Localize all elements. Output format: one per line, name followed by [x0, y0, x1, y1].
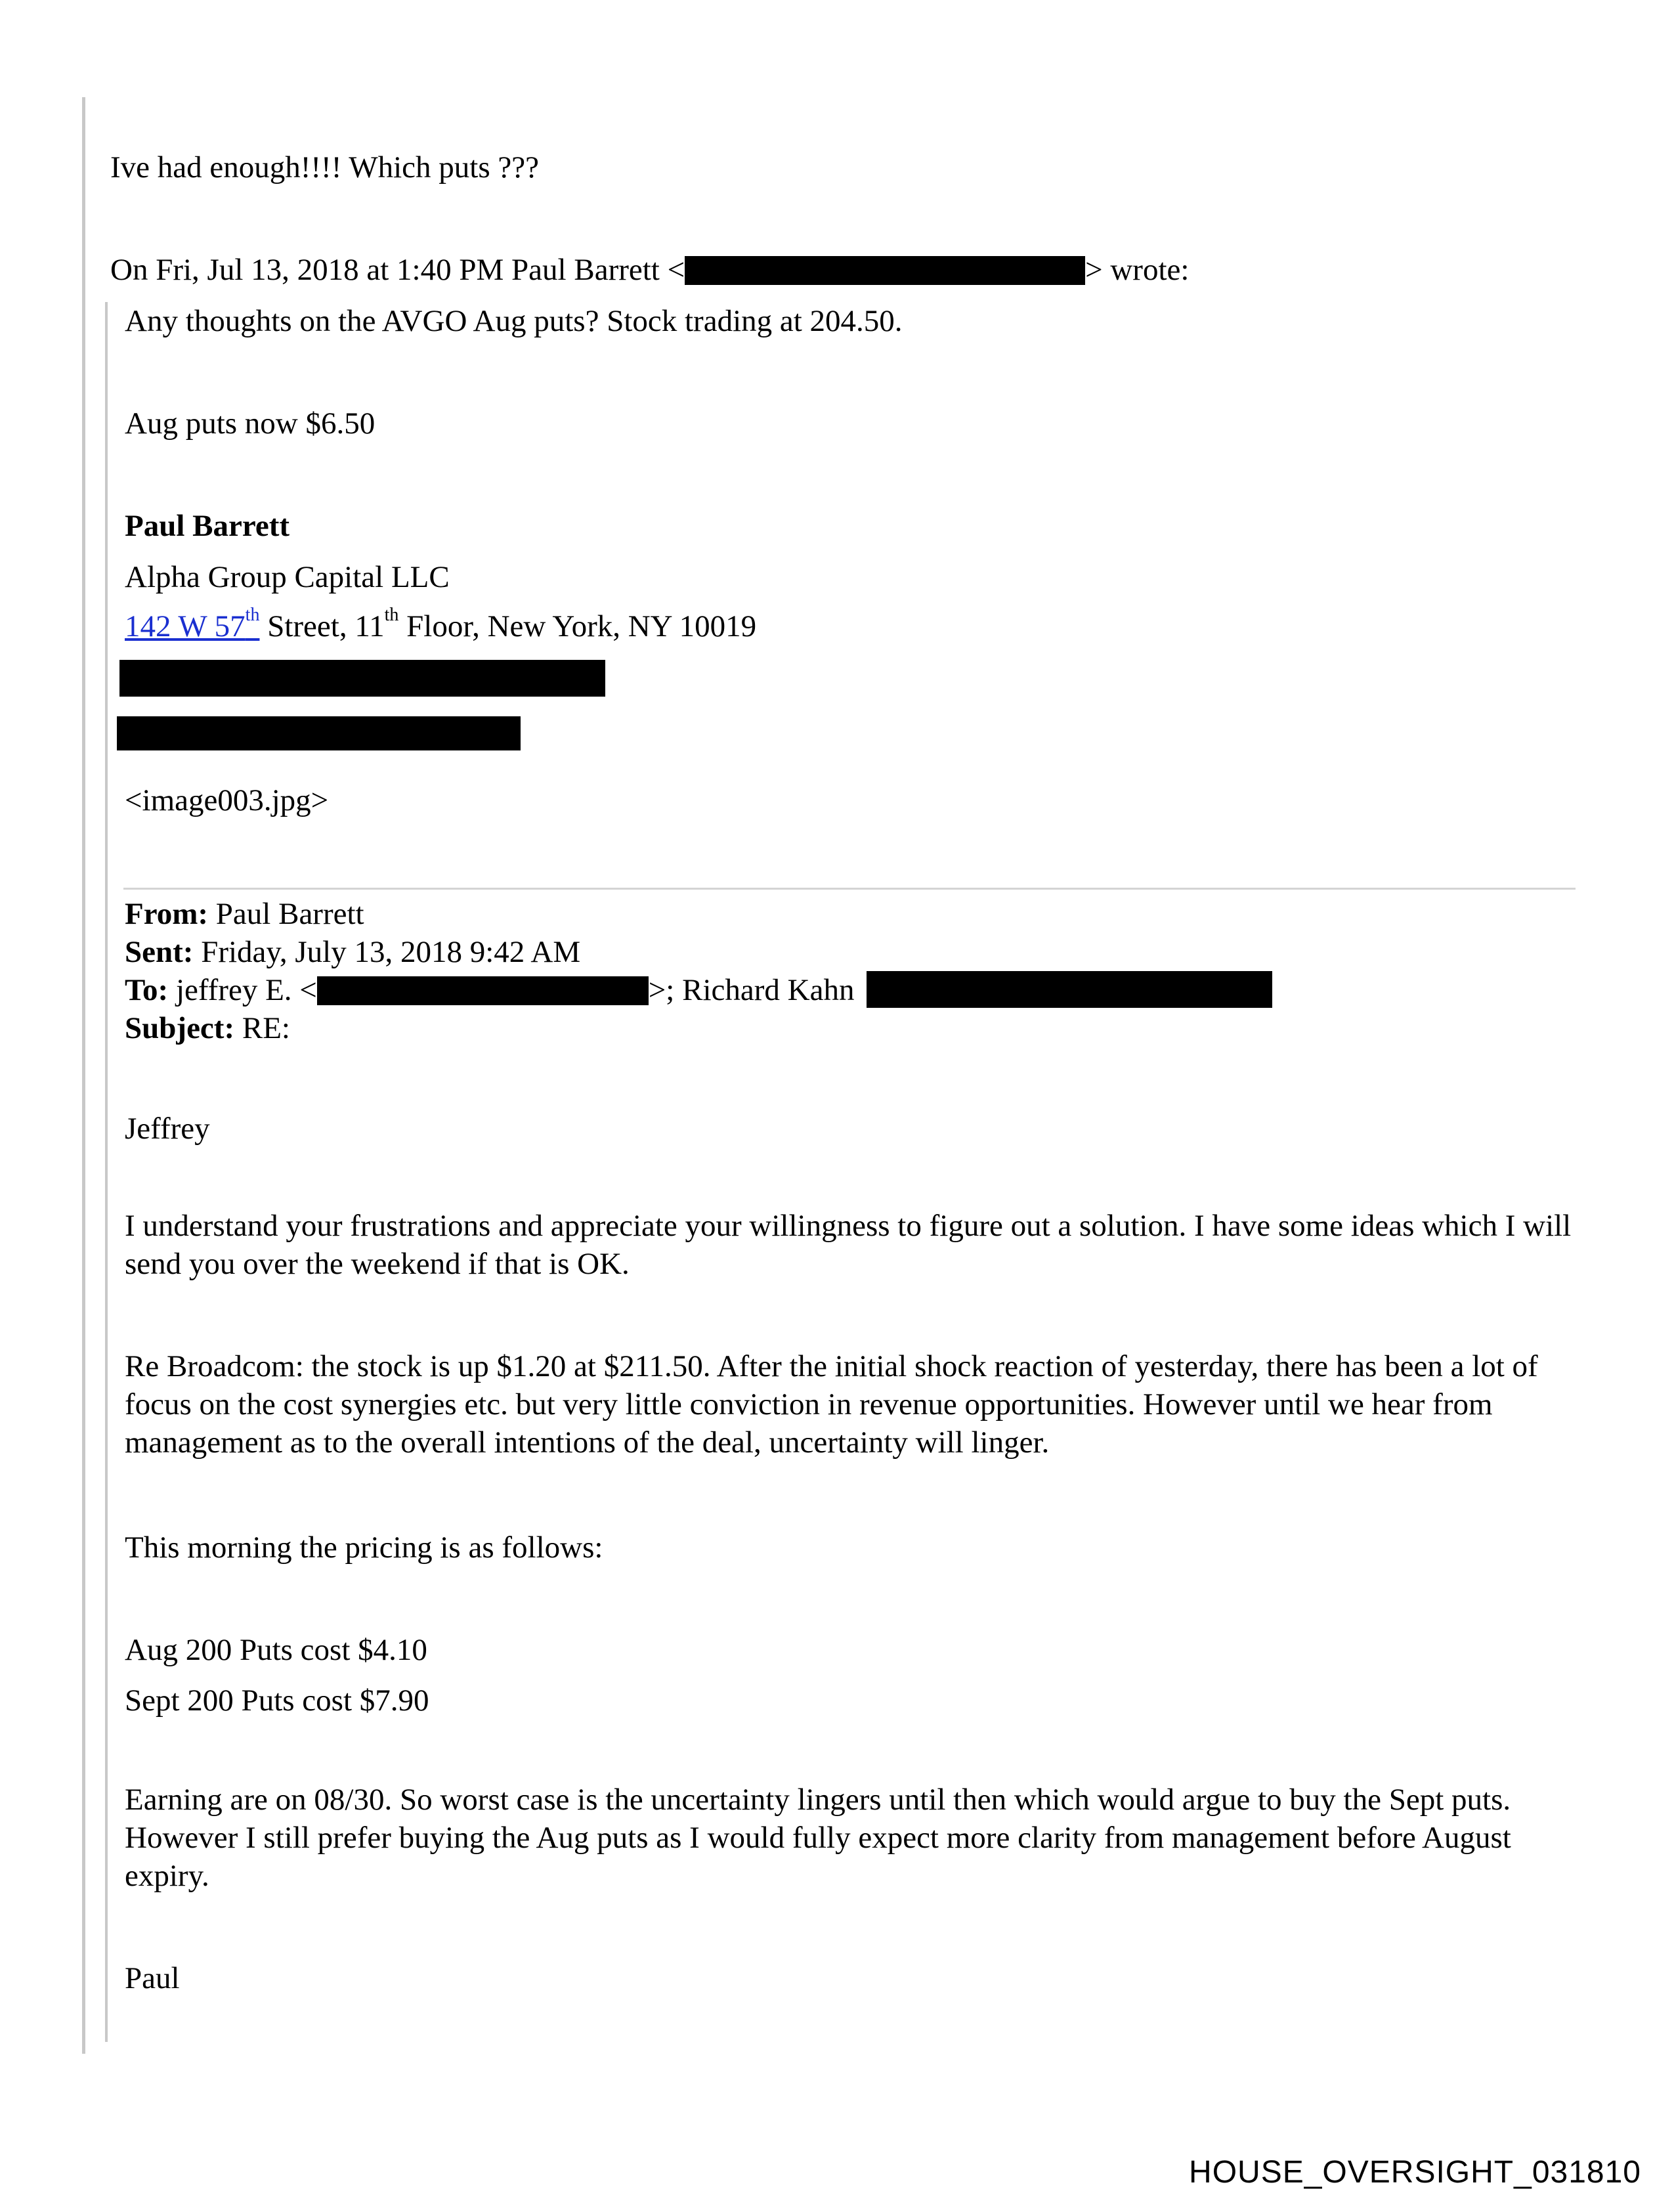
signoff: Paul	[125, 1961, 180, 1995]
quoted-line-2: Aug puts now $6.50	[125, 406, 376, 441]
greeting: Jeffrey	[125, 1112, 210, 1146]
redaction-box	[867, 971, 1272, 1008]
email-header-sent: Sent: Friday, July 13, 2018 9:42 AM	[125, 935, 581, 969]
body-paragraph-3: This morning the pricing is as follows:	[125, 1530, 603, 1565]
body-paragraph-1: I understand your frustrations and appreciate your willingness to figure out a solution. I have some ideas which I will send you over the weekend if that is OK.	[125, 1209, 1572, 1281]
signature-address: 142 W 57th Street, 11th Floor, New York, NY 10019	[125, 605, 757, 643]
header-divider	[123, 888, 1576, 890]
redaction-box	[119, 660, 605, 697]
sender-email-redacted[interactable]	[685, 256, 1085, 285]
body-paragraph-4: Earning are on 08/30. So worst case is the uncertainty lingers until then which would argue to buy the Sept puts. However I still prefer buying the Aug puts as I would fully expect more clarity from management before August expiry.	[125, 1783, 1511, 1893]
email-header-to: To: jeffrey E. < >; Richard Kahn	[125, 973, 855, 1007]
reply-text: Ive had enough!!!! Which puts ???	[110, 150, 539, 184]
signature-name: Paul Barrett	[125, 509, 290, 543]
price-line-2: Sept 200 Puts cost $7.90	[125, 1683, 429, 1718]
quote-header	[110, 251, 1189, 290]
quote-bar-outer	[82, 97, 85, 2054]
quote-bar-inner	[105, 302, 108, 2042]
redaction-box	[117, 716, 521, 750]
email-header-from: From: Paul Barrett	[125, 897, 364, 931]
bates-number: HOUSE_OVERSIGHT_031810	[1189, 2155, 1641, 2190]
signature-company: Alpha Group Capital LLC	[125, 560, 450, 594]
quote-header-suffix: > wrote:	[1085, 253, 1190, 287]
price-line-1: Aug 200 Puts cost $4.10	[125, 1633, 427, 1667]
address-link[interactable]: 142 W 57th	[125, 605, 260, 643]
recipient-email-redacted[interactable]	[317, 976, 649, 1005]
quote-header-prefix: On Fri, Jul 13, 2018 at 1:40 PM Paul Barrett <	[110, 253, 685, 287]
quoted-line-1: Any thoughts on the AVGO Aug puts? Stock trading at 204.50.	[125, 304, 903, 338]
body-paragraph-2: Re Broadcom: the stock is up $1.20 at $211.50. After the initial shock reaction of yesterday, there has been a lot of focus on the cost synergies etc. but very little conviction in revenue opportunities. However until we hear from management as to the overall intentions of the deal, uncertainty will linger.	[125, 1349, 1538, 1460]
email-header-subject: Subject: RE:	[125, 1011, 290, 1045]
image-placeholder: <image003.jpg>	[125, 783, 329, 817]
